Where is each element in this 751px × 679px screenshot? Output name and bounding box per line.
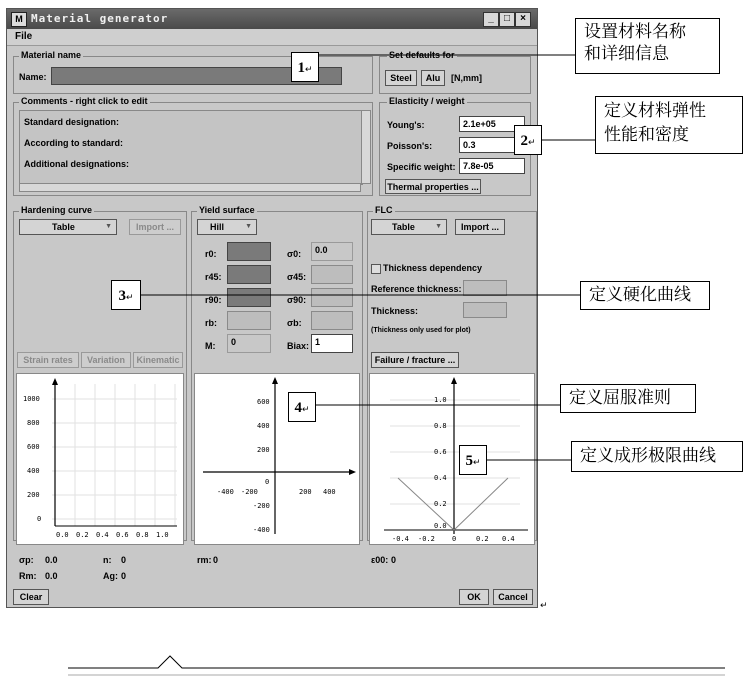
flc-x-tick: -0.2 — [418, 535, 435, 543]
flc-x-tick: 0.4 — [502, 535, 515, 543]
ag-label: Ag: — [103, 571, 118, 581]
hardening-x-tick: 0.2 — [76, 531, 89, 539]
hardening-y-tick: 0 — [37, 515, 42, 523]
flc-import-button[interactable]: Import ... — [455, 219, 505, 235]
n-label: n: — [103, 555, 112, 565]
sigmab-label: σb: — [287, 318, 302, 328]
clear-button[interactable]: Clear — [13, 589, 49, 605]
defaults-group-label: Set defaults for — [389, 50, 455, 60]
material-name-group-label: Material name — [21, 50, 82, 60]
menu-file[interactable]: File — [15, 31, 33, 42]
close-icon[interactable]: × — [515, 12, 531, 27]
annotation-number-text: 5 — [465, 453, 473, 469]
yield-y-tick: 200 — [257, 446, 270, 454]
thickness-dependency-label: Thickness dependency — [383, 263, 483, 273]
thickness-label: Thickness: — [371, 306, 419, 316]
hardening-x-tick: 0.4 — [96, 531, 109, 539]
name-label: Name: — [19, 72, 47, 82]
r90-label: r90: — [205, 295, 222, 305]
flc-group-label: FLC — [375, 205, 393, 215]
rm-value: 0.0 — [45, 571, 58, 581]
e00-readout-label: ε00: — [371, 555, 389, 565]
callout-material-name: 设置材料名称 和详细信息 — [575, 18, 720, 74]
yield-x-tick: -400 — [217, 488, 234, 496]
flc-y-tick: 0.0 — [434, 522, 447, 530]
app-icon: M — [11, 12, 27, 27]
window-title: Material generator — [31, 12, 169, 25]
weight-input[interactable]: 7.8e-05 — [459, 158, 525, 174]
rb-label: rb: — [205, 318, 217, 328]
yield-y-tick: 0 — [265, 478, 270, 486]
sigma45-label: σ45: — [287, 272, 307, 282]
flc-y-tick: 0.6 — [434, 448, 447, 456]
minimize-icon[interactable]: _ — [483, 12, 499, 27]
m-input[interactable]: 0 — [227, 334, 271, 353]
failure-fracture-button[interactable]: Failure / fracture ... — [371, 352, 459, 368]
ag-value: 0 — [121, 571, 127, 581]
rm-readout-label: rm: — [197, 555, 212, 565]
callout-yield: 定义屈服准则 — [560, 384, 696, 413]
r0-label: r0: — [205, 249, 217, 259]
hardening-y-tick: 400 — [27, 467, 40, 475]
annotation-number-text: 2 — [520, 133, 528, 149]
chevron-down-icon: ▼ — [435, 223, 442, 230]
comments-group-label: Comments - right click to edit — [21, 96, 148, 106]
sigma0-label: σ0: — [287, 249, 302, 259]
hardening-y-tick: 200 — [27, 491, 40, 499]
annotation-number-text: 1 — [297, 60, 305, 76]
flc-y-tick: 0.2 — [434, 500, 447, 508]
callout-hardening: 定义硬化曲线 — [580, 281, 710, 310]
rm-readout-value: 0 — [213, 555, 219, 565]
strain-rates-button[interactable]: Strain rates — [17, 352, 79, 368]
yield-x-tick: 400 — [323, 488, 336, 496]
flc-x-tick: -0.4 — [392, 535, 409, 543]
elasticity-group-label: Elasticity / weight — [389, 96, 465, 106]
chevron-down-icon: ▼ — [105, 223, 112, 230]
units-label: [N,mm] — [451, 73, 482, 83]
hardening-y-tick: 1000 — [23, 395, 40, 403]
biax-input[interactable]: 1 — [311, 334, 353, 353]
comment-line: According to standard: — [24, 138, 124, 148]
thermal-properties-button[interactable]: Thermal properties ... — [385, 179, 481, 194]
reference-thickness-label: Reference thickness: — [371, 284, 462, 294]
youngs-input[interactable]: 2.1e+05 — [459, 116, 525, 132]
flc-y-tick: 0.4 — [434, 474, 447, 482]
flc-x-tick: 0.2 — [476, 535, 489, 543]
maximize-icon[interactable]: □ — [499, 12, 515, 27]
svg-text:↵: ↵ — [540, 601, 548, 611]
yield-x-tick: -200 — [241, 488, 258, 496]
hardening-y-tick: 800 — [27, 419, 40, 427]
hardening-x-tick: 1.0 — [156, 531, 169, 539]
hardening-y-tick: 600 — [27, 443, 40, 451]
sigma0-input[interactable]: 0.0 — [311, 242, 353, 261]
cancel-button[interactable]: Cancel — [493, 589, 533, 605]
kinematic-button[interactable]: Kinematic — [133, 352, 183, 368]
comment-line: Additional designations: — [24, 159, 129, 169]
steel-button[interactable]: Steel — [385, 70, 417, 86]
annotation-number-text: 3 — [118, 288, 126, 304]
yield-x-tick: 200 — [299, 488, 312, 496]
m-label: M: — [205, 341, 216, 351]
hardening-x-tick: 0.6 — [116, 531, 129, 539]
hardening-x-tick: 0.8 — [136, 531, 149, 539]
callout-elasticity: 定义材料弹性 性能和密度 — [595, 96, 743, 154]
yield-y-tick: 600 — [257, 398, 270, 406]
yield-group-label: Yield surface — [199, 205, 255, 215]
hardening-group-label: Hardening curve — [21, 205, 93, 215]
annotation-number-text: 4 — [294, 400, 302, 416]
poisson-input[interactable]: 0.3 — [459, 137, 525, 153]
sigma-p-label: σp: — [19, 555, 34, 565]
flc-y-tick: 1.0 — [434, 396, 447, 404]
variation-button[interactable]: Variation — [81, 352, 131, 368]
e00-readout-value: 0 — [391, 555, 397, 565]
sigma90-label: σ90: — [287, 295, 307, 305]
biax-label: Biax: — [287, 341, 310, 351]
yield-y-tick: -200 — [253, 502, 270, 510]
comment-line: Standard designation: — [24, 117, 120, 127]
hardening-x-tick: 0.0 — [56, 531, 69, 539]
chevron-down-icon: ▼ — [245, 223, 252, 230]
ok-button[interactable]: OK — [459, 589, 489, 605]
annotation-number-5: 5↵ — [459, 445, 487, 475]
weight-label: Specific weight: — [387, 162, 456, 172]
alu-button[interactable]: Alu — [421, 70, 445, 86]
n-value: 0 — [121, 555, 127, 565]
flc-x-tick: 0 — [452, 535, 457, 543]
hardening-import-button[interactable]: Import ... — [129, 219, 181, 235]
youngs-label: Young's: — [387, 120, 425, 130]
thickness-note: (Thickness only used for plot) — [371, 327, 471, 334]
hardening-type-value: Table — [52, 222, 75, 232]
r45-label: r45: — [205, 272, 222, 282]
annotation-number-1: 1↵ — [291, 52, 319, 82]
callout-flc: 定义成形极限曲线 — [571, 441, 743, 472]
annotation-number-2: 2↵ — [514, 125, 542, 155]
flc-type-value: Table — [392, 222, 415, 232]
yield-y-tick: 400 — [257, 422, 270, 430]
yield-y-tick: -400 — [253, 526, 270, 534]
rm-label: Rm: — [19, 571, 37, 581]
flc-y-tick: 0.8 — [434, 422, 447, 430]
annotation-number-3: 3↵ — [111, 280, 141, 310]
annotation-number-4: 4↵ — [288, 392, 316, 422]
yield-type-value: Hill — [210, 222, 225, 232]
sigma-p-value: 0.0 — [45, 555, 58, 565]
poisson-label: Poisson's: — [387, 141, 433, 151]
